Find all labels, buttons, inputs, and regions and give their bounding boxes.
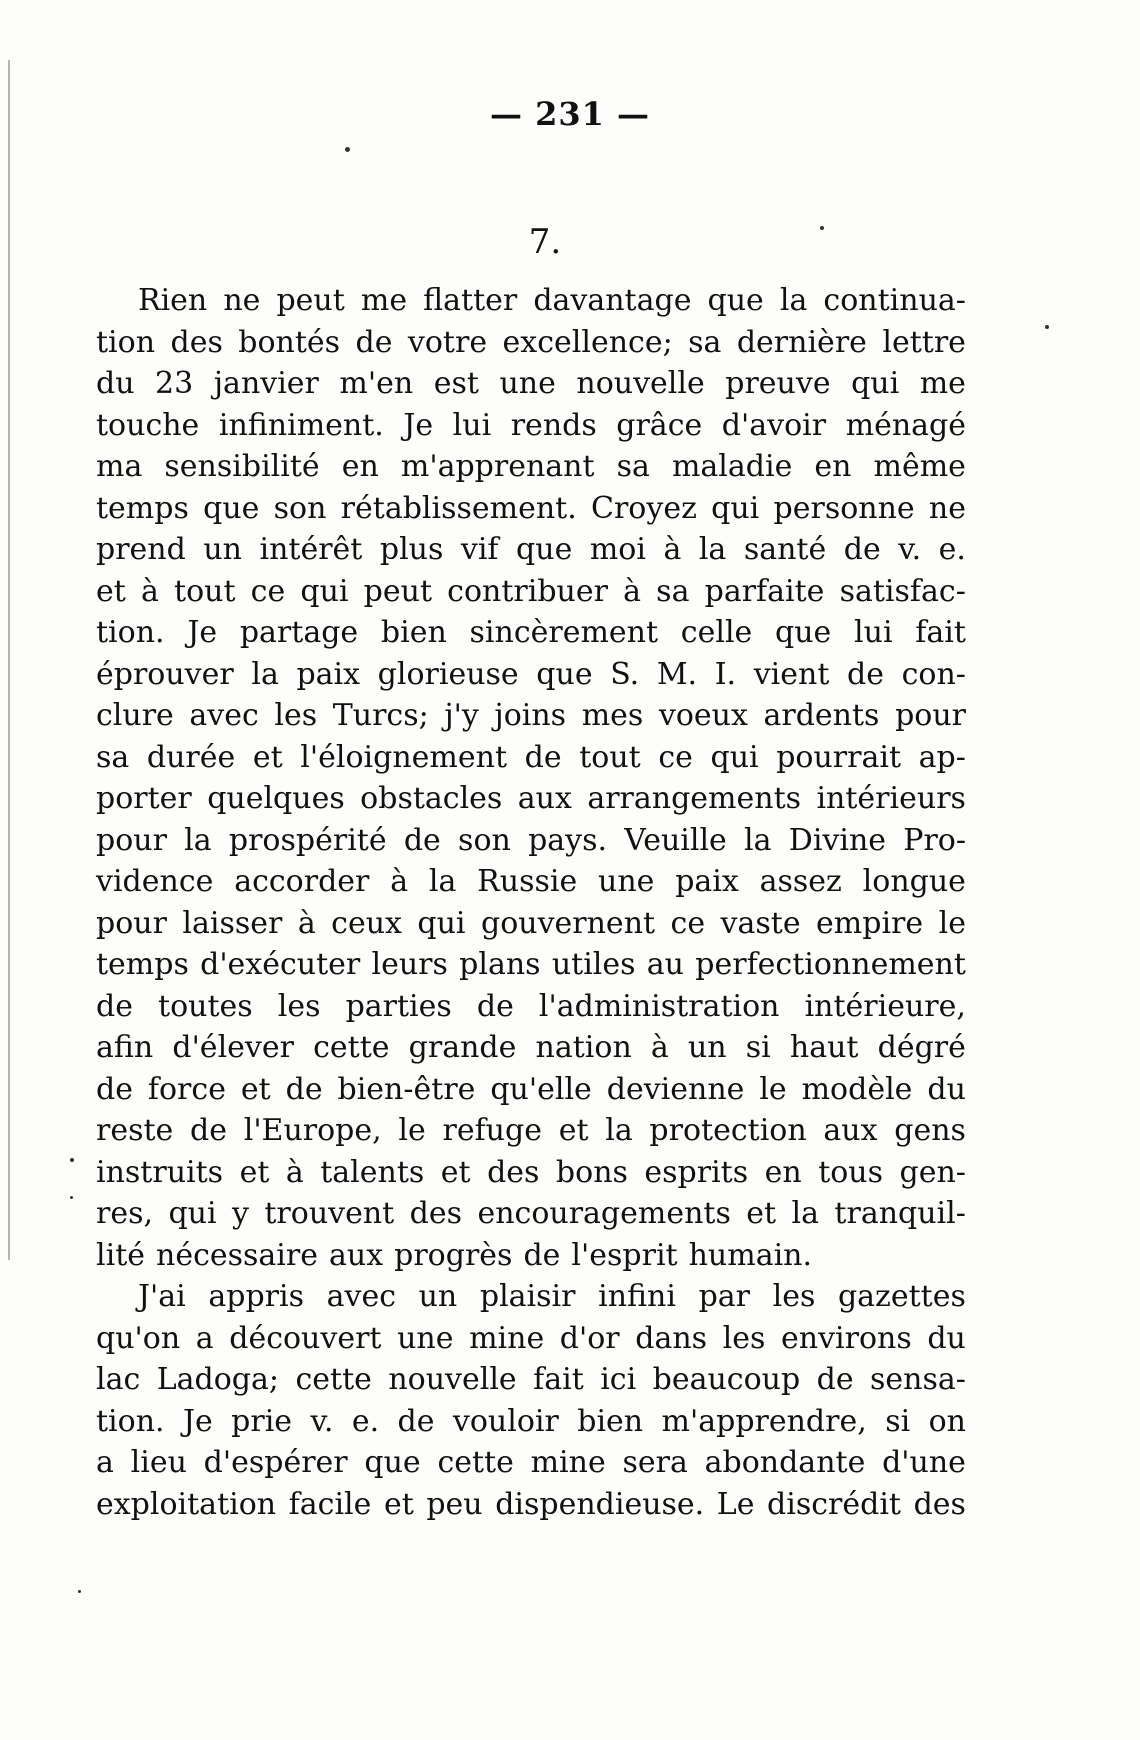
text-line: Rien ne peut me flatter davantage que la continua- bbox=[138, 283, 966, 318]
text-line: clure avec les Turcs; j'y joins mes voeux ardents pour bbox=[96, 698, 966, 733]
section-number: 7. bbox=[528, 222, 562, 262]
text-line: du 23 janvier m'en est une nouvelle preuve qui me bbox=[96, 366, 966, 401]
body-text bbox=[96, 280, 966, 1525]
scan-speck bbox=[70, 1158, 74, 1162]
text-line: lité nécessaire aux progrès de l'esprit humain. bbox=[96, 1237, 813, 1273]
scan-speck bbox=[78, 1590, 81, 1593]
text-line: et à tout ce qui peut contribuer à sa parfaite satisfac- bbox=[96, 573, 966, 609]
text-line: de toutes les parties de l'administration intérieure, bbox=[96, 988, 966, 1024]
text-line: temps d'exécuter leurs plans utiles au perfectionnement bbox=[96, 947, 966, 982]
text-line: temps que son rétablissement. Croyez qui personne ne bbox=[96, 490, 966, 526]
text-line: pour laisser à ceux qui gouvernent ce vaste empire le bbox=[96, 905, 966, 941]
text-line: reste de l'Europe, le refuge et la protection aux gens bbox=[96, 1113, 966, 1148]
text-line: de force et de bien-être qu'elle devienne le modèle du bbox=[96, 1071, 966, 1107]
text-line: éprouver la paix glorieuse que S. M. I. vient de con- bbox=[96, 656, 966, 692]
text-line: instruits et à talents et des bons esprits en tous gen- bbox=[96, 1154, 966, 1190]
text-line: prend un intérêt plus vif que moi à la santé de v. e. bbox=[96, 532, 966, 567]
text-line: vidence accorder à la Russie une paix assez longue bbox=[96, 864, 966, 899]
text-line: tion. Je partage bien sincèrement celle que lui fait bbox=[96, 615, 966, 650]
text-line: qu'on a découvert une mine d'or dans les environs du bbox=[96, 1320, 966, 1356]
text-line: pour la prospérité de son pays. Veuille la Divine Pro- bbox=[96, 822, 966, 858]
text-line: sa durée et l'éloignement de tout ce qui pourrait ap- bbox=[96, 739, 966, 775]
scan-speck bbox=[345, 147, 350, 152]
text-line: res, qui y trouvent des encouragements et la tranquil- bbox=[96, 1196, 966, 1231]
text-line: porter quelques obstacles aux arrangements intérieurs bbox=[96, 781, 966, 816]
text-line: J'ai appris avec un plaisir infini par les gazettes bbox=[138, 1279, 966, 1314]
text-line: ma sensibilité en m'apprenant sa maladie en même bbox=[96, 449, 966, 484]
text-line: tion. Je prie v. e. de vouloir bien m'apprendre, si on bbox=[96, 1403, 966, 1439]
scan-speck bbox=[1045, 325, 1049, 329]
text-line: lac Ladoga; cette nouvelle fait ici beaucoup de sensa- bbox=[96, 1362, 966, 1397]
scan-speck bbox=[820, 226, 824, 230]
text-line: touche infiniment. Je lui rends grâce d'avoir ménagé bbox=[96, 407, 966, 443]
page-number: — 231 — bbox=[489, 95, 651, 133]
scan-speck bbox=[70, 1196, 73, 1199]
text-line: a lieu d'espérer que cette mine sera abondante d'une bbox=[96, 1445, 966, 1480]
text-line: tion des bontés de votre excellence; sa dernière lettre bbox=[96, 324, 966, 360]
text-line: exploitation facile et peu dispendieuse. Le discrédit des bbox=[96, 1486, 966, 1522]
text-line: afin d'élever cette grande nation à un si haut dégré bbox=[96, 1030, 966, 1065]
